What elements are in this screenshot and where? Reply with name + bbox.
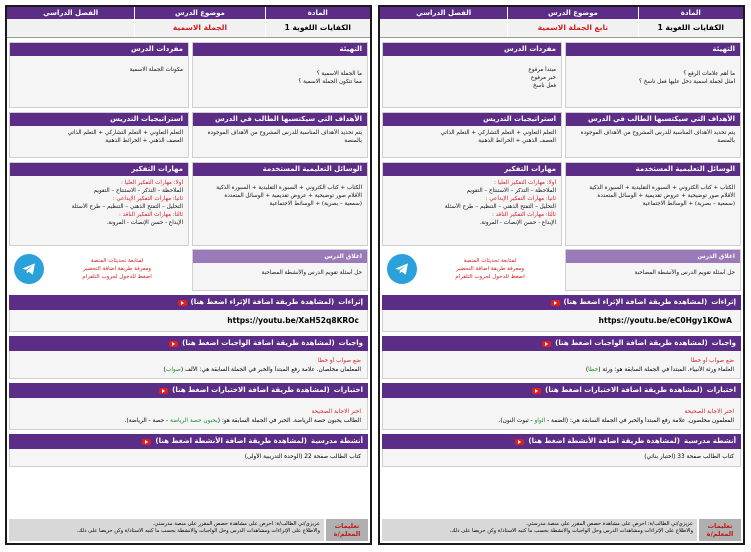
closing-text: حل أسئلة تقويم الدرس والأنشطة المصاحبة [261,270,362,276]
enrichment-bar[interactable] [382,295,741,310]
homework-question-end: ) [163,367,166,373]
homework-bar[interactable] [9,336,368,351]
page-header [380,7,743,38]
homework-instruction: ضع صواب أو خطأ [317,358,361,364]
closing-box [192,249,368,291]
media-box [565,162,741,246]
semester-cell [380,7,507,37]
media-title: الوسائل التعليمية المستخدمة [193,163,367,176]
goals-box [565,112,741,158]
skills-line: الإبداع - حسن الإنصات - المرونة. [479,220,556,226]
tests-bar[interactable] [9,383,368,398]
vocab-title: مفردات الدرس [383,43,561,56]
text-line: (سمعية – بصرية) + الوسائط الاجتماعية [642,201,735,207]
semester-value [380,19,507,37]
skills-line: الملاحظة – التذكر – الاستنتاج – التقويم [466,188,556,194]
test-question-text: الطالب يحبون حصة الرياضة. الخبر في الجملة السابقة هو: ( [217,418,361,424]
tests-title: اختبارات [333,386,363,394]
telegram-line: اضغط للدخول لجروب التلقرام [455,274,525,280]
text-line: مبتدأ مرفوع [528,67,556,73]
semester-label: الفصل الدراسي [7,7,134,19]
test-answer: يحبون حصة الرياضة [170,418,218,424]
youtube-play-icon[interactable] [532,388,541,394]
topic-cell [134,7,264,37]
youtube-play-icon[interactable] [515,439,524,445]
tests-section [382,383,741,430]
homework-answer: خطأ [588,367,599,373]
text-line: بالمنصة [344,138,362,144]
text-line: الكتاب + كتاب الكتروني + السبورة التقليدية + السبورة الذكية [216,185,362,191]
activities-section [382,434,741,467]
text-line: العصف الذهني + الخرائط الذهنية [478,138,556,144]
activities-bar[interactable] [9,434,368,449]
telegram-text [50,257,184,281]
topic-value: تابع الجملة الاسمية [508,19,637,37]
strategy-box [9,112,189,158]
vocab-box [382,42,562,108]
enrichment-section [382,295,741,332]
closing-text: حل أسئلة تقويم الدرس والأنشطة المصاحبة [634,270,735,276]
homework-hint-link[interactable]: (لمشاهدة طريقة اضافة الواجبات اضغط هنا) [182,339,335,347]
text-line: والاطلاع على الإثراءات ومشاهدات الدرس وحل الواجبات والأنشطة بحسب ما كتبه الأستاذ/ة وكن حريصا على ذلك. [76,528,320,534]
text-line: والاطلاع على الإثراءات ومشاهدات الدرس وحل الواجبات والأنشطة بحسب ما كتبه الأستاذ/ة وكن حريصا على ذلك. [449,528,693,534]
text-line: التعلم التعاوني + التعلم التشاركي + التعلم الذاتي [67,130,183,136]
activities-title: أنشطة مدرسية [310,437,363,445]
telegram-promo[interactable] [9,249,189,289]
text-line: العصف الذهني + الخرائط الذهنية [105,138,183,144]
activities-hint-link[interactable]: (لمشاهدة طريقة اضافة الأنشطة اضغط هنا) [155,437,307,445]
homework-answer: صواب [165,367,181,373]
skills-title: مهارات التفكير [10,163,188,176]
text-line: الأقلام صور توضيحية + عروض تقديمية + الوسائل المتعددة [597,193,735,199]
homework-section [382,336,741,379]
text-line: (سمعية – بصرية) + الوسائط الاجتماعية [269,201,362,207]
skills-line: التحليل – التفتح الذهني – التنظيم – طرح الأسئلة [444,204,556,210]
telegram-line: لمتابعة تحديثات المنصة [463,258,517,264]
subject-label: المادة [639,7,743,19]
enrichment-title: إثراءات [711,298,736,306]
skills-line: التحليل – التفتح الذهني – التنظيم – طرح الأسئلة [71,204,183,210]
subject-cell [638,7,743,37]
homework-hint-link[interactable]: (لمشاهدة طريقة اضافة الواجبات اضغط هنا) [555,339,708,347]
test-question-end: - ثبوت النون). [498,418,535,424]
teacher-instructions [382,519,741,541]
youtube-play-icon[interactable] [142,439,151,445]
test-question-text: المعلمون مخلصون. علامة رفع المبتدأ والخبر في الجملة السابقة هي: (الضمة - [545,418,734,424]
tests-hint-link[interactable]: (لمشاهدة طريقة اضافة الاختبارات اضغط هنا) [172,386,330,394]
skills-line: ثالثا: مهارات التفكير الناقد : [119,212,183,218]
text-line: بالمنصة [717,138,735,144]
enrichment-title: إثراءات [338,298,363,306]
telegram-text [423,257,557,281]
homework-section [9,336,368,379]
teacher-instructions [9,519,368,541]
text-line: فعل ناسخ [533,83,556,89]
activities-text: كتاب الطالب صفحة 22 (الوحدة التدريبية الأولى) [244,454,361,460]
text-line: الأقلام صور توضيحية + عروض تقديمية + الوسائل المتعددة [224,193,362,199]
text-line: عزيزي/تي الطالب/ة: احرص على مشاهدة حصص المقرر على منصة مدرستي. [525,521,693,527]
intro-title: التهيئة [193,43,367,56]
text-line: ما أهم علامات الرفع ؟ [683,71,735,77]
skills-line: أولا: مهارات التفكير العليا : [494,180,556,186]
youtube-play-icon[interactable] [551,300,560,306]
text-line: مما تتكون الجملة الاسمية ؟ [298,79,362,85]
vocab-box [9,42,189,108]
homework-question-end: ) [585,367,589,373]
topic-label: موضوع الدرس [135,7,264,19]
goals-title: الأهداف التي سيكتسبها الطالب في الدرس [566,113,740,126]
media-title: الوسائل التعليمية المستخدمة [566,163,740,176]
text-line: التعلم التعاوني + التعلم التشاركي + التعلم الذاتي [440,130,556,136]
activities-hint-link[interactable]: (لمشاهدة طريقة اضافة الأنشطة اضغط هنا) [528,437,680,445]
homework-instruction: ضع صواب أو خطأ [690,358,734,364]
homework-title: واجبات [711,339,736,347]
goals-title: الأهداف التي سيكتسبها الطالب في الدرس [193,113,367,126]
telegram-icon[interactable] [14,254,44,284]
test-instruction: اختر الاجابة الصحيحة [684,409,734,415]
test-question [16,417,361,426]
semester-cell [7,7,134,37]
telegram-line: ومعرفة طريقة اضافة التحضير [82,266,152,272]
tests-hint-link[interactable]: (لمشاهدة طريقة اضافة الاختبارات اضغط هنا) [545,386,703,394]
skills-box [382,162,562,246]
activities-section [9,434,368,467]
topic-label: موضوع الدرس [508,7,637,19]
youtube-play-icon[interactable] [169,341,178,347]
semester-value [7,19,134,37]
telegram-icon[interactable] [387,254,417,284]
enrichment-bar[interactable] [9,295,368,310]
skills-line: الملاحظة – التذكر – الاستنتاج – التقويم [93,188,183,194]
enrichment-link[interactable]: https://youtu.be/eC0Hgy1KOwA [382,310,741,332]
homework-question [389,366,734,375]
tests-bar[interactable] [382,383,741,398]
text-line: مكونات الجملة الاسمية [129,67,183,73]
text-line: يتم تحديد الأهداف المناسبة للدرس المشروح من الأهداف الموجودة [580,130,735,136]
subject-value: الكفايات اللغوية 1 [266,19,370,37]
tests-section [9,383,368,430]
lesson-page [5,5,372,545]
activities-title: أنشطة مدرسية [683,437,736,445]
skills-title: مهارات التفكير [383,163,561,176]
subject-label: المادة [266,7,370,19]
telegram-line: لمتابعة تحديثات المنصة [90,258,144,264]
lesson-page [378,5,745,545]
activities-text: كتاب الطالب صفحة 33 (اختبار بنائي) [644,454,734,460]
test-answer: الواو [534,418,546,424]
strategy-title: استراتيجيات التدريس [383,113,561,126]
telegram-line: اضغط للدخول لجروب التلقرام [82,274,152,280]
subject-cell [265,7,370,37]
skills-line: أولا: مهارات التفكير العليا : [121,180,183,186]
strategy-box [382,112,562,158]
skills-box [9,162,189,246]
homework-question-text: العلماء ورثة الأنبياء. المبتدأ في الجملة السابقة هو: ورثة ( [598,367,734,373]
activities-bar[interactable] [382,434,741,449]
homework-bar[interactable] [382,336,741,351]
text-line: خبر مرفوع [531,75,556,81]
closing-box [565,249,741,291]
enrichment-section [9,295,368,332]
youtube-play-icon[interactable] [178,300,187,306]
topic-cell [507,7,637,37]
youtube-play-icon[interactable] [159,388,168,394]
skills-line: ثانيا: مهارات التفكير الإبداعي : [485,196,556,202]
skills-line: ثانيا: مهارات التفكير الإبداعي : [112,196,183,202]
closing-title: اغلاق الدرس [193,250,367,263]
homework-title: واجبات [338,339,363,347]
tests-title: اختبارات [706,386,736,394]
text-line: يتم تحديد الأهداف المناسبة للدرس المشروح من الأهداف الموجودة [207,130,362,136]
test-question [389,417,734,426]
text-line: أمثل لجملة اسمية دخل عليها فعل ناسخ ؟ [639,79,735,85]
enrichment-hint-link[interactable]: (لمشاهدة طريقة اضافة الإثراء اضغط هنا) [563,298,708,306]
subject-value: الكفايات اللغوية 1 [639,19,743,37]
media-box [192,162,368,246]
teacher-instructions-label: تعليمات المعلم/ة [326,519,368,541]
youtube-play-icon[interactable] [542,341,551,347]
page-header [7,7,370,38]
intro-box [565,42,741,108]
text-line: عزيزي/تي الطالب/ة: احرص على مشاهدة حصص المقرر على منصة مدرستي. [152,521,320,527]
topic-value: الجملة الاسمية [135,19,264,37]
text-line: ما الجملة الاسمية ؟ [316,71,362,77]
enrichment-hint-link[interactable]: (لمشاهدة طريقة اضافة الإثراء اضغط هنا) [190,298,335,306]
text-line: الكتاب + كتاب الكتروني + السبورة التقليدية + السبورة الذكية [589,185,735,191]
telegram-line: ومعرفة طريقة اضافة التحضير [455,266,525,272]
intro-box [192,42,368,108]
enrichment-link[interactable]: https://youtu.be/XaH52q8KROc [9,310,368,332]
strategy-title: استراتيجيات التدريس [10,113,188,126]
vocab-title: مفردات الدرس [10,43,188,56]
skills-line: ثالثا: مهارات التفكير الناقد : [492,212,556,218]
test-instruction: اختر الاجابة الصحيحة [311,409,361,415]
intro-title: التهيئة [566,43,740,56]
telegram-promo[interactable] [382,249,562,289]
test-question-end: - حصة - الرياضة). [124,418,170,424]
skills-line: الإبداع - حسن الإنصات - المرونة. [106,220,183,226]
teacher-instructions-label: تعليمات المعلم/ة [699,519,741,541]
goals-box [192,112,368,158]
closing-title: اغلاق الدرس [566,250,740,263]
semester-label: الفصل الدراسي [380,7,507,19]
homework-question-text: المعلمان مخلصان. علامة رفع المبتدأ والخبر في الجملة السابقة هي: الألف ( [180,367,361,373]
homework-question [16,366,361,375]
